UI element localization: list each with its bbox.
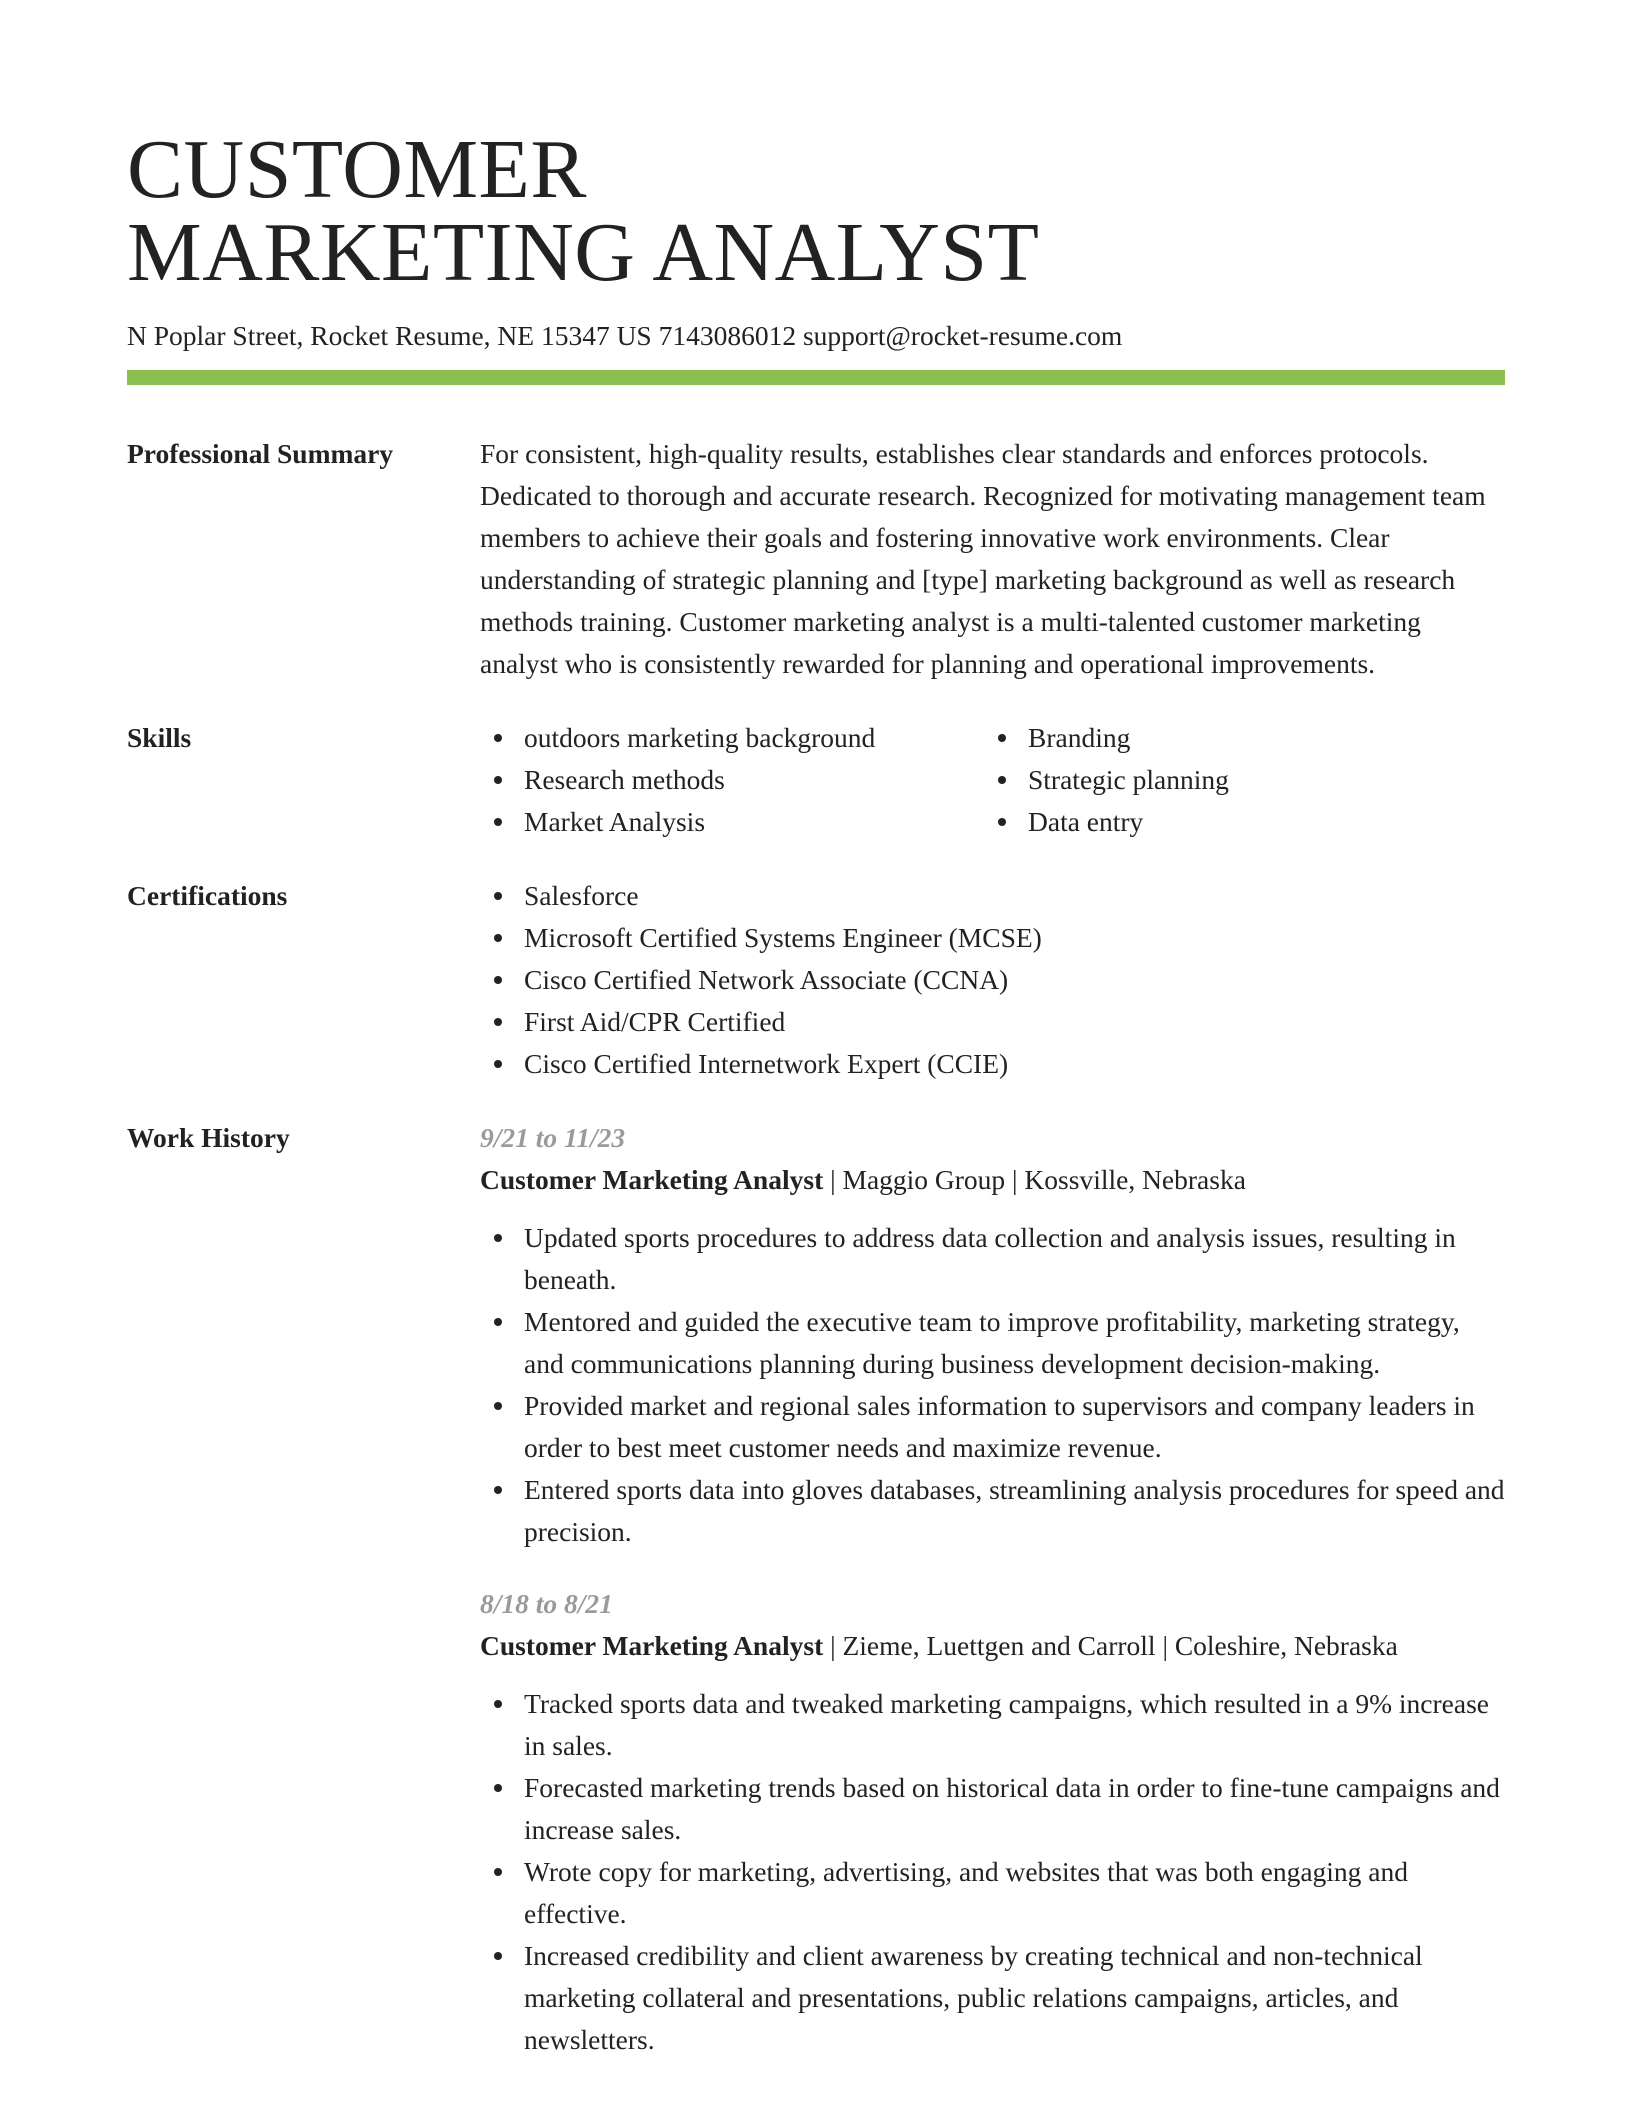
- job-entry: [480, 1117, 1505, 1553]
- job-responsibilities: [480, 1217, 1505, 1553]
- name-line-1: CUSTOMER: [127, 123, 587, 216]
- job-responsibilities: [480, 1683, 1505, 2061]
- section-label-certifications: Certifications: [127, 880, 288, 911]
- responsibility-item: Wrote copy for marketing, advertising, and websites that was both engaging and effective.: [480, 1851, 1505, 1935]
- section-label-work-history: Work History: [127, 1122, 290, 1153]
- skills-list-right: [984, 717, 1488, 843]
- section-label-summary: Professional Summary: [127, 438, 394, 469]
- skills-section: [127, 717, 1505, 843]
- job-title: Customer Marketing Analyst: [480, 1164, 824, 1195]
- candidate-name: [127, 123, 1505, 299]
- responsibility-item: Provided market and regional sales information to supervisors and company leaders in order to best meet customer needs and maximize revenue.: [480, 1385, 1505, 1469]
- job-entry: [480, 1583, 1505, 2061]
- certification-item: First Aid/CPR Certified: [480, 1001, 1505, 1043]
- skill-item: outdoors marketing background: [480, 717, 984, 759]
- responsibility-item: Tracked sports data and tweaked marketing campaigns, which resulted in a 9% increase in sales.: [480, 1683, 1505, 1767]
- job-dates: 8/18 to 8/21: [480, 1588, 613, 1619]
- resume-page: [127, 123, 1505, 2061]
- resume-header: [127, 123, 1505, 385]
- name-line-2: MARKETING ANALYST: [127, 206, 1040, 299]
- responsibility-item: Mentored and guided the executive team to improve profitability, marketing strategy, and communications planning during business development decision-making.: [480, 1301, 1505, 1385]
- responsibility-item: Forecasted marketing trends based on historical data in order to fine-tune campaigns and increase sales.: [480, 1767, 1505, 1851]
- job-title: Customer Marketing Analyst: [480, 1630, 824, 1661]
- certifications-list: [480, 875, 1505, 1085]
- contact-info: N Poplar Street, Rocket Resume, NE 15347 US 7143086012 support@rocket-resume.com: [127, 320, 1123, 351]
- summary-text: For consistent, high-quality results, establishes clear standards and enforces protocols. Dedicated to thorough and accurate research. Recognized for motivating management team members to achieve their goals and fostering innovative work environments. Clear understanding of strategic planning and [type] marketing background as well as research methods training. Customer marketing analyst is a multi-talented customer marketing analyst who is consistently rewarded for planning and operational improvements.: [480, 438, 1486, 679]
- certification-item: Salesforce: [480, 875, 1505, 917]
- responsibility-item: Increased credibility and client awareness by creating technical and non-technical marketing collateral and presentations, public relations campaigns, articles, and newsletters.: [480, 1935, 1505, 2061]
- certification-item: Cisco Certified Internetwork Expert (CCIE): [480, 1043, 1505, 1085]
- skill-item: Strategic planning: [984, 759, 1488, 801]
- work-history-section: [127, 1117, 1505, 2061]
- responsibility-item: Entered sports data into gloves databases, streamlining analysis procedures for speed and precision.: [480, 1469, 1505, 1553]
- certification-item: Microsoft Certified Systems Engineer (MCSE): [480, 917, 1505, 959]
- professional-summary-section: [127, 433, 1505, 685]
- section-label-skills: Skills: [127, 722, 192, 753]
- accent-divider: [127, 370, 1505, 385]
- responsibility-item: Updated sports procedures to address data collection and analysis issues, resulting in beneath.: [480, 1217, 1505, 1301]
- job-title-line: [480, 1159, 1505, 1201]
- skills-list-left: [480, 717, 984, 843]
- skill-item: Branding: [984, 717, 1488, 759]
- job-title-line: [480, 1625, 1505, 1667]
- certifications-section: [127, 875, 1505, 1085]
- skill-item: Market Analysis: [480, 801, 984, 843]
- job-employer-location: | Zieme, Luettgen and Carroll | Coleshire, Nebraska: [823, 1630, 1398, 1661]
- skill-item: Research methods: [480, 759, 984, 801]
- job-dates: 9/21 to 11/23: [480, 1122, 626, 1153]
- job-employer-location: | Maggio Group | Kossville, Nebraska: [823, 1164, 1246, 1195]
- skill-item: Data entry: [984, 801, 1488, 843]
- certification-item: Cisco Certified Network Associate (CCNA): [480, 959, 1505, 1001]
